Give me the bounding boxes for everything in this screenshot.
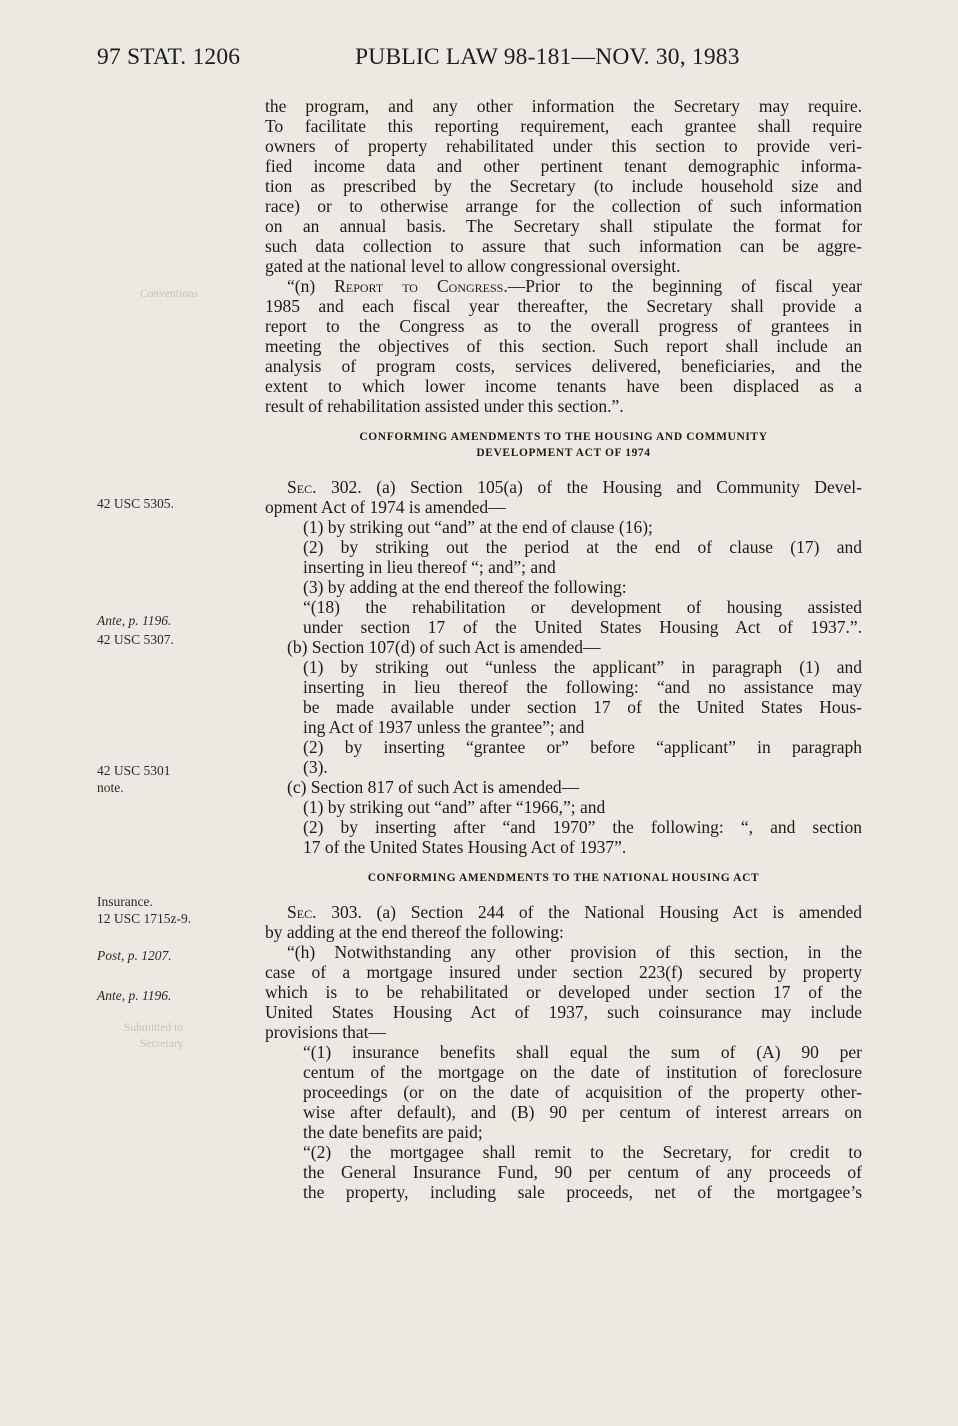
- text-line: result of rehabilitation assisted under this section.”.: [265, 396, 624, 416]
- text-line: the General Insurance Fund, 90 per centum of any proceeds of: [303, 1162, 862, 1182]
- text-line: gated at the national level to allow congressional oversight.: [265, 256, 681, 276]
- text-line: (2) by inserting after “and 1970” the following: “, and section: [303, 817, 862, 837]
- text-line: To facilitate this reporting requirement, each grantee shall require: [265, 116, 862, 136]
- text-line: proceedings (or on the date of acquisition of the property other-: [303, 1082, 862, 1102]
- margin-note: Ante, p. 1196.: [97, 613, 172, 628]
- text-line: (2) by inserting “grantee or” before “applicant” in paragraph: [303, 737, 862, 757]
- bleed-through-text: Submitted to: [124, 1022, 184, 1034]
- text-line: (b) Section 107(d) of such Act is amended—: [287, 637, 601, 657]
- section-start-line: Sec. 303. (a) Section 244 of the National Housing Act is amended: [287, 902, 862, 922]
- text-line: “(1) insurance benefits shall equal the sum of (A) 90 per: [303, 1042, 862, 1062]
- text-line: extent to which lower income tenants have been displaced as a: [265, 376, 862, 396]
- section-heading: CONFORMING AMENDMENTS TO THE HOUSING AND COMMUNITY: [359, 431, 768, 443]
- text-line: provisions that—: [265, 1022, 387, 1042]
- text-line: by adding at the end thereof the following:: [265, 922, 564, 942]
- text-line: (3).: [303, 757, 328, 777]
- text-line: United States Housing Act of 1937, such coinsurance may include: [265, 1002, 862, 1022]
- margin-note: 12 USC 1715z-9.: [97, 911, 192, 926]
- section-start-line: Sec. 302. (a) Section 105(a) of the Housing and Community Devel-: [287, 477, 862, 497]
- margin-note: note.: [97, 780, 124, 795]
- text-line: ing Act of 1937 unless the grantee”; and: [303, 717, 585, 737]
- page-title: PUBLIC LAW 98-181—NOV. 30, 1983: [355, 44, 740, 70]
- text-line: opment Act of 1974 is amended—: [265, 497, 506, 517]
- text-line: which is to be rehabilitated or developed under section 17 of the: [265, 982, 862, 1002]
- text-line: fied income data and other pertinent tenant demographic informa-: [265, 156, 862, 176]
- text-line: inserting in lieu thereof “; and”; and: [303, 557, 556, 577]
- text-line: the program, and any other information the Secretary may require.: [265, 96, 862, 116]
- text-line: “(18) the rehabilitation or development of housing assisted: [303, 597, 862, 617]
- text-line: 1985 and each fiscal year thereafter, the Secretary shall provide a: [265, 296, 862, 316]
- text-line: (1) by striking out “and” after “1966,”; and: [303, 797, 606, 817]
- text-line: (c) Section 817 of such Act is amended—: [287, 777, 580, 797]
- margin-note: Post, p. 1207.: [97, 948, 172, 963]
- text-line: such data collection to assure that such information can be aggre-: [265, 236, 862, 256]
- margin-note: Ante, p. 1196.: [97, 988, 172, 1003]
- text-line: inserting in lieu thereof the following: “and no assistance may: [303, 677, 862, 697]
- text-line: on an annual basis. The Secretary shall stipulate the format for: [265, 216, 862, 236]
- statute-reference: 97 STAT. 1206: [97, 44, 241, 70]
- text-line: the property, including sale proceeds, net of the mortgagee’s: [303, 1182, 862, 1202]
- text-line: analysis of program costs, services delivered, beneficiaries, and the: [265, 356, 862, 376]
- text-line: (1) by striking out “and” at the end of clause (16);: [303, 517, 653, 537]
- text-line: case of a mortgage insured under section 223(f) secured by property: [265, 962, 862, 982]
- text-line: report to the Congress as to the overall progress of grantees in: [265, 316, 862, 336]
- text-line: (2) by striking out the period at the end of clause (17) and: [303, 537, 862, 557]
- text-line: “(2) the mortgagee shall remit to the Secretary, for credit to: [303, 1142, 862, 1162]
- text-line: meeting the objectives of this section. Such report shall include an: [265, 336, 862, 356]
- text-line: tion as prescribed by the Secretary (to include household size and: [265, 176, 862, 196]
- section-heading: DEVELOPMENT ACT OF 1974: [476, 447, 651, 459]
- section-heading: CONFORMING AMENDMENTS TO THE NATIONAL HOUSING ACT: [367, 872, 760, 884]
- bleed-through-text: Secretary.: [140, 1038, 186, 1050]
- margin-note: Insurance.: [97, 894, 153, 909]
- text-line: (1) by striking out “unless the applicant” in paragraph (1) and: [303, 657, 862, 677]
- text-line: race) or to otherwise arrange for the collection of such information: [265, 196, 862, 216]
- text-line: 17 of the United States Housing Act of 1937”.: [303, 837, 627, 857]
- text-line: the date benefits are paid;: [303, 1122, 483, 1142]
- margin-note: 42 USC 5307.: [97, 632, 174, 647]
- text-line: centum of the mortgage on the date of institution of foreclosure: [303, 1062, 862, 1082]
- text-line: owners of property rehabilitated under this section to provide veri-: [265, 136, 862, 156]
- text-line: under section 17 of the United States Housing Act of 1937.”.: [303, 617, 862, 637]
- bleed-through-text: Conventions: [140, 288, 199, 300]
- text-line: wise after default), and (B) 90 per centum of interest arrears on: [303, 1102, 862, 1122]
- text-line: (3) by adding at the end thereof the following:: [303, 577, 627, 597]
- text-line: “(h) Notwithstanding any other provision of this section, in the: [287, 942, 862, 962]
- section-heading-line: “(n) Report to Congress.—Prior to the beginning of fiscal year: [287, 276, 862, 296]
- margin-note: 42 USC 5301: [97, 763, 171, 778]
- margin-note: 42 USC 5305.: [97, 496, 174, 511]
- text-line: be made available under section 17 of the United States Hous-: [303, 697, 862, 717]
